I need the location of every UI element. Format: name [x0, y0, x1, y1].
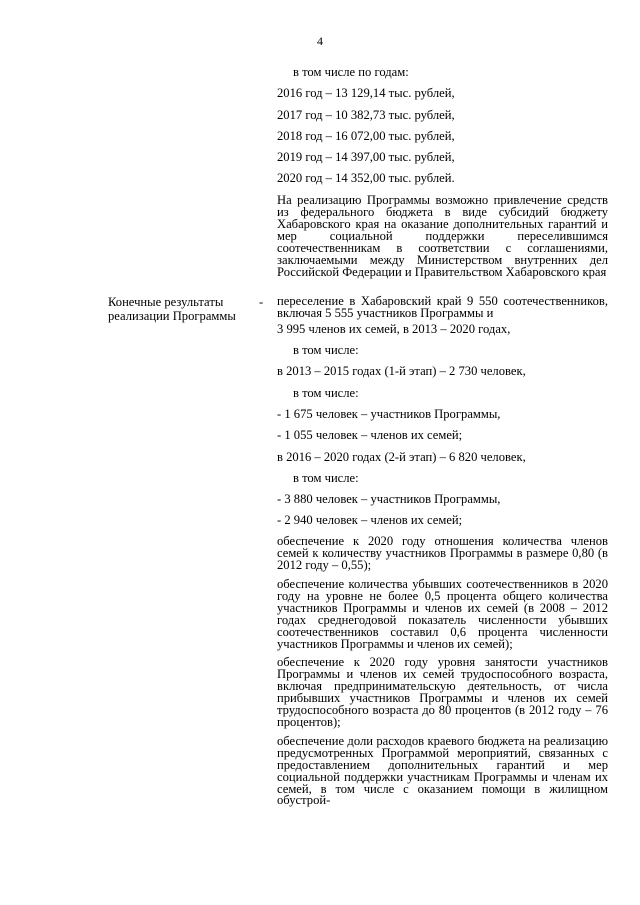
result-stage2-participants: - 3 880 человек – участников Программы,	[277, 492, 501, 507]
result-stage2: в 2016 – 2020 годах (2-й этап) – 6 820 человек,	[277, 449, 526, 464]
result-employment: обеспечение к 2020 году уровня занятости участников Программы и членов их семей трудоспособного возраста, включая предпринимательскую деятельность, от числа прибывших участников Программы и членов их семей трудоспособного возраста до 80 процентов (в 2012 году – 76 процентов);	[277, 655, 608, 729]
result-departed: обеспечение количества убывших соотечественников в 2020 году на уровне не более 0,5 процента общего количества участников Программы и членов их семей (в 2008 – 2012 годах среднегодовой показатель численности убывших соотечественников составил 0,6 процента численности участников Программы и членов их семей);	[277, 577, 608, 651]
result-resettlement: переселение в Хабаровский край 9 550 соотечественников, включая 5 555 участников Программы и	[277, 294, 608, 320]
results-label: Конечные результаты реализации Программы	[108, 295, 236, 323]
federal-funding-note: На реализацию Программы возможно привлечение средств из федерального бюджета в виде субсидий бюджету Хабаровского края на оказание дополнительных гарантий и мер социальной поддержки переселившимся соотечественникам в соответствии с соглашениями, заключаемыми между Министерством внутренних дел Российской Федерации и Правительством Хабаровского края	[277, 193, 608, 279]
result-family-ratio: обеспечение к 2020 году отношения количества членов семей к количеству участников Программы в размере 0,80 (в 2012 году – 0,55);	[277, 534, 608, 573]
funding-year-2018: 2018 год – 16 072,00 тыс. рублей,	[277, 128, 455, 143]
funding-year-2016: 2016 год – 13 129,14 тыс. рублей,	[277, 86, 455, 101]
result-including-1: в том числе:	[293, 343, 359, 358]
funding-section	[277, 66, 608, 279]
result-including-3: в том числе:	[293, 470, 359, 485]
funding-by-years-intro: в том числе по годам:	[293, 65, 409, 79]
funding-year-2017: 2017 год – 10 382,73 тыс. рублей,	[277, 107, 455, 122]
result-stage1: в 2013 – 2015 годах (1-й этап) – 2 730 человек,	[277, 364, 526, 379]
result-budget-share: обеспечение доли расходов краевого бюджета на реализацию предусмотренных Программой мероприятий, связанных с предоставлением дополнительных гарантий и мер социальной поддержки участникам Программы и членам их семей, в том числе с оказанием помощи в жилищном обустрой-	[277, 733, 608, 808]
results-section	[277, 296, 608, 807]
result-stage2-family: - 2 940 человек – членов их семей;	[277, 513, 463, 528]
result-including-2: в том числе:	[293, 385, 359, 400]
funding-year-2019: 2019 год – 14 397,00 тыс. рублей,	[277, 150, 455, 165]
funding-year-2020: 2020 год – 14 352,00 тыс. рублей.	[277, 171, 455, 186]
result-stage1-family: - 1 055 человек – членов их семей;	[277, 428, 463, 443]
result-stage1-participants: - 1 675 человек – участников Программы,	[277, 407, 501, 421]
results-dash: -	[259, 295, 264, 309]
result-resettlement-cont: 3 995 членов их семей, в 2013 – 2020 годах,	[277, 321, 511, 336]
page-number: 4	[317, 34, 323, 48]
